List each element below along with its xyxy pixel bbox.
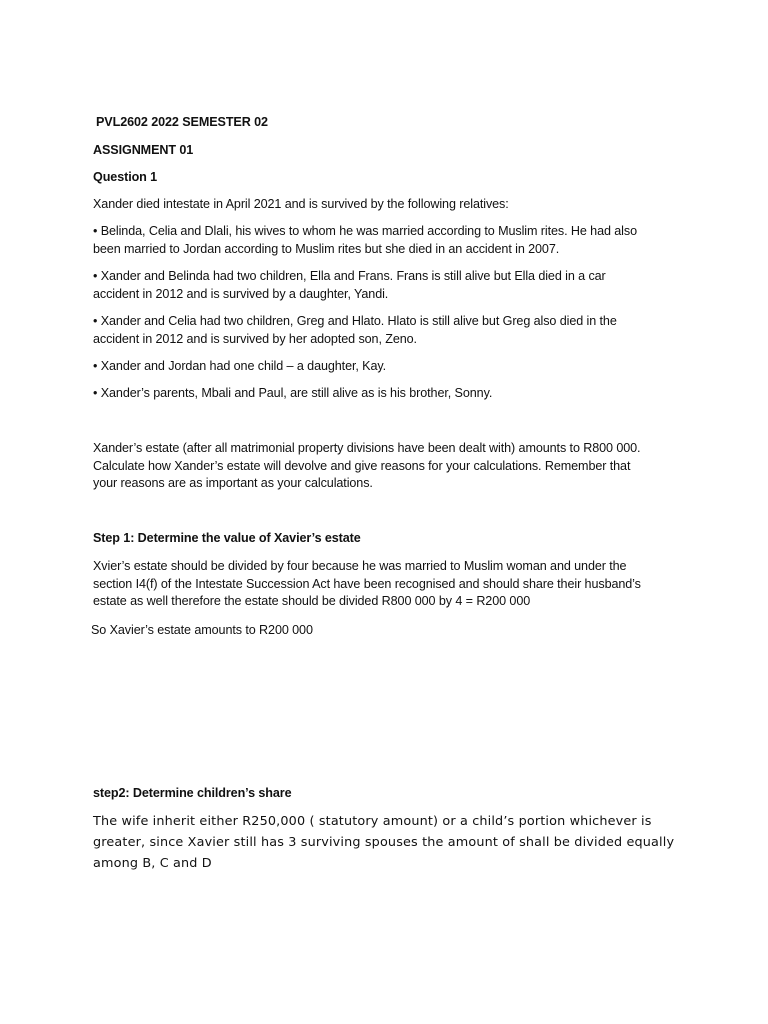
bullet-belinda-line1: • Xander and Belinda had two children, Ella and Frans. Frans is still alive but Ella died in a car: [93, 269, 606, 283]
step1-heading: Step 1: Determine the value of Xavier’s estate: [93, 531, 361, 545]
step2-paragraph: [93, 811, 675, 874]
step1-conclusion: So Xavier’s estate amounts to R200 000: [91, 623, 313, 637]
bullet-wives-line1: • Belinda, Celia and Dlali, his wives to whom he was married according to Muslim rites. He had also: [93, 224, 637, 238]
assignment-title: ASSIGNMENT 01: [93, 143, 194, 157]
bullet-wives-line2: been married to Jordan according to Muslim rites but she died in an accident in 2007.: [93, 241, 560, 256]
estate-line1: Xander’s estate (after all matrimonial property divisions have been dealt with) amounts to R800 000.: [93, 441, 641, 455]
question-heading: Question 1: [93, 170, 158, 184]
step2-heading: step2: Determine children’s share: [93, 786, 292, 800]
estate-paragraph: [93, 440, 683, 493]
bullet-wives: [93, 223, 683, 258]
step1-line1: Xvier’s estate should be divided by four because he was married to Muslim woman and under the: [93, 559, 627, 573]
estate-line3: your reasons are as important as your calculations.: [93, 476, 373, 490]
bullet-belinda-line2: accident in 2012 and is survived by a daughter, Yandi.: [93, 286, 389, 301]
estate-line2: Calculate how Xander’s estate will devolve and give reasons for your calculations. Remember that: [93, 458, 631, 473]
step1-line2: section I4(f) of the Intestate Succession Act have been recognised and should share their husband’s: [93, 576, 641, 591]
question-intro: Xander died intestate in April 2021 and is survived by the following relatives:: [93, 197, 509, 211]
bullet-parents: • Xander’s parents, Mbali and Paul, are still alive as is his brother, Sonny.: [93, 386, 493, 400]
bullet-celia-line2: accident in 2012 and is survived by her adopted son, Zeno.: [93, 331, 417, 346]
bullet-belinda-children: [93, 268, 683, 303]
bullet-celia-children: [93, 313, 683, 348]
step2-line1: The wife inherit either R250,000 ( statutory amount) or a child’s portion whichever is: [93, 814, 652, 829]
bullet-celia-line1: • Xander and Celia had two children, Greg and Hlato. Hlato is still alive but Greg also died in the: [93, 314, 617, 328]
step2-line3: among B, C and D: [93, 856, 212, 871]
step1-line3: estate as well therefore the estate should be divided R800 000 by 4 = R200 000: [93, 594, 531, 608]
step2-line2: greater, since Xavier still has 3 surviving spouses the amount of shall be divided equally: [93, 835, 675, 850]
step1-paragraph: [93, 558, 683, 611]
course-title: PVL2602 2022 SEMESTER 02: [96, 115, 268, 129]
bullet-jordan-child: • Xander and Jordan had one child – a daughter, Kay.: [93, 359, 387, 373]
